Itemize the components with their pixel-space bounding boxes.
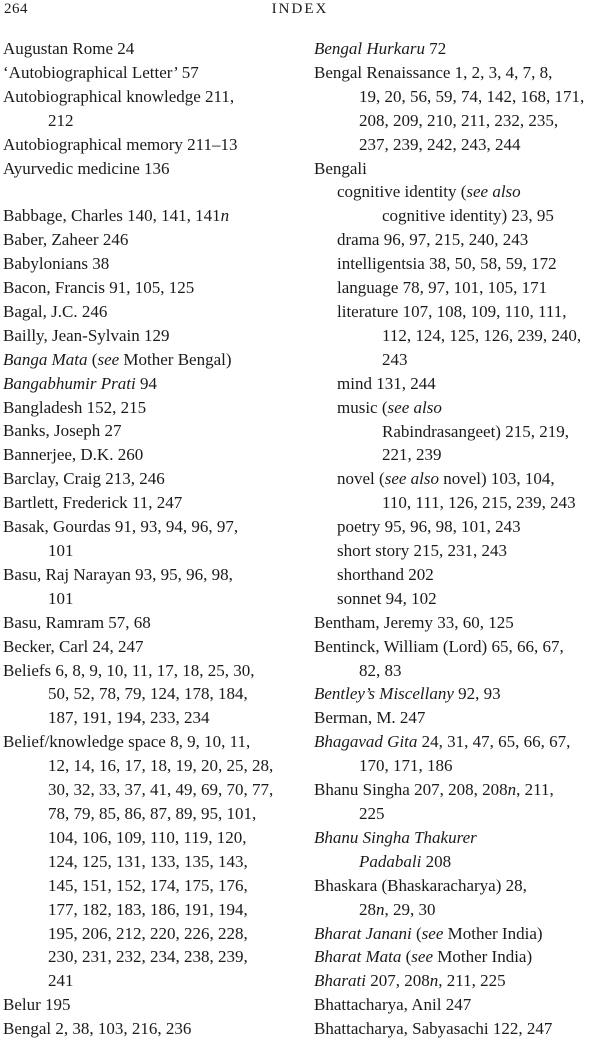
index-entry-line: 124, 125, 131, 133, 135, 143, <box>48 851 248 871</box>
index-entry-line: 110, 111, 126, 215, 239, 243 <box>382 493 576 513</box>
index-entry-line: 225 <box>359 804 385 823</box>
index-entry <box>3 563 288 611</box>
index-entry-line: 237, 239, 242, 243, 244 <box>359 134 521 154</box>
index-entry-line: intelligentsia 38, 50, 58, 59, 172 <box>337 254 557 274</box>
index-entry <box>3 396 288 420</box>
index-subentry <box>314 300 600 372</box>
index-entry-line: Bannerjee, D.K. 260 <box>3 445 144 465</box>
index-entry-line: poetry 95, 96, 98, 101, 243 <box>337 517 521 537</box>
index-entry-line: cognitive identity) 23, 95 <box>382 206 554 226</box>
index-entry-line: 12, 14, 16, 17, 18, 19, 20, 25, 28, <box>48 756 274 776</box>
index-entry-line: Bailly, Jean-Sylvain 129 <box>3 325 170 345</box>
index-entry-line: Bharat Mata (see Mother India) <box>314 947 533 967</box>
index-entry-line: Bacon, Francis 91, 105, 125 <box>3 278 195 298</box>
index-entry-line: 221, 239 <box>382 445 442 465</box>
index-entry-line: language 78, 97, 101, 105, 171 <box>337 278 548 298</box>
index-entry <box>3 276 288 300</box>
index-entry <box>314 1017 600 1041</box>
index-entry <box>3 730 288 993</box>
index-entry-line: sonnet 94, 102 <box>337 588 437 608</box>
index-entry-line: 28n, 29, 30 <box>359 899 436 919</box>
index-entry-line: Babylonians 38 <box>3 254 110 274</box>
index-entry-line: 170, 171, 186 <box>359 756 453 776</box>
index-entry-line: 187, 191, 194, 233, 234 <box>48 708 210 728</box>
index-subentry <box>314 228 600 252</box>
index-subentry <box>314 467 600 515</box>
index-subentry <box>314 396 600 468</box>
index-entry <box>3 300 288 324</box>
index-entry-line: Banks, Joseph 27 <box>3 421 122 441</box>
index-entry-line: drama 96, 97, 215, 240, 243 <box>337 230 529 250</box>
index-subentry <box>314 180 600 228</box>
index-entry-line: Baber, Zaheer 246 <box>3 230 129 250</box>
index-entry-line: music (see also <box>337 397 442 417</box>
index-entry-line: Barclay, Craig 213, 246 <box>3 469 165 489</box>
index-entry-line: novel (see also novel) 103, 104, <box>337 469 555 489</box>
index-entry-line: Rabindrasangeet) 215, 219, <box>382 421 569 441</box>
index-entry-line: 78, 79, 85, 86, 87, 89, 95, 101, <box>48 803 257 823</box>
index-entry-line: cognitive identity (see also <box>337 182 521 202</box>
index-entry-line: Basak, Gourdas 91, 93, 94, 96, 97, <box>3 517 239 537</box>
index-entry <box>3 443 288 467</box>
index-entry-line: 230, 231, 232, 234, 238, 239, <box>48 947 248 967</box>
index-entry-line: Augustan Rome 24 <box>3 39 135 58</box>
index-entry-line: 19, 20, 56, 59, 74, 142, 168, 171, <box>359 86 585 106</box>
index-entry-line: Beliefs 6, 8, 9, 10, 11, 17, 18, 25, 30, <box>3 660 255 680</box>
index-entry-line: short story 215, 231, 243 <box>337 541 507 561</box>
index-entry-line: Bentham, Jeremy 33, 60, 125 <box>314 612 514 632</box>
index-entry <box>3 204 288 228</box>
index-entry <box>3 61 288 85</box>
index-entry <box>3 348 288 372</box>
index-entry <box>3 37 288 61</box>
index-entry <box>314 993 600 1017</box>
index-entry <box>3 324 288 348</box>
index-entry-line: Autobiographical memory 211–13 <box>3 134 238 154</box>
index-entry-line: Basu, Raj Narayan 93, 95, 96, 98, <box>3 564 233 584</box>
index-entry-line: 212 <box>48 110 74 130</box>
index-entry <box>314 611 600 635</box>
index-entry-line: mind 131, 244 <box>337 373 436 393</box>
index-entry-line: Bentley’s Miscellany 92, 93 <box>314 684 501 704</box>
index-entry <box>314 945 600 969</box>
index-entry-line: 101 <box>48 588 74 608</box>
index-subentry <box>314 252 600 276</box>
index-entry-line: Belief/knowledge space 8, 9, 10, 11, <box>3 732 251 752</box>
index-entry <box>3 252 288 276</box>
index-entry <box>314 826 600 874</box>
index-subentry <box>314 515 600 539</box>
index-entry-line: Bhattacharya, Anil 247 <box>314 995 472 1015</box>
index-entry-line: ‘Autobiographical Letter’ 57 <box>3 62 199 82</box>
index-entry-line: literature 107, 108, 109, 110, 111, <box>337 301 567 321</box>
index-column-left <box>3 37 288 1041</box>
index-entry <box>3 85 288 133</box>
index-entry-line: Bhanu Singha 207, 208, 208n, 211, <box>314 780 554 800</box>
index-entry <box>3 659 288 731</box>
index-subentry <box>314 372 600 396</box>
index-entry-line: Bengali <box>314 158 367 178</box>
index-entry-line: Bengal Renaissance 1, 2, 3, 4, 7, 8, <box>314 62 553 82</box>
index-entry <box>3 133 288 157</box>
index-entry-line: Bengal 2, 38, 103, 216, 236 <box>3 1019 192 1039</box>
index-entry <box>314 37 600 61</box>
index-entry-line: 208, 209, 210, 211, 232, 235, <box>359 110 559 130</box>
index-entry-line: 241 <box>48 971 74 991</box>
index-entry-line: 112, 124, 125, 126, 239, 240, <box>382 325 582 345</box>
index-entry-line: 177, 182, 183, 186, 191, 194, <box>48 899 248 919</box>
index-entry-line: 50, 52, 78, 79, 124, 178, 184, <box>48 684 248 704</box>
index-entry-line: Bharati 207, 208n, 211, 225 <box>314 971 506 991</box>
index-entry-line: Belur 195 <box>3 995 71 1015</box>
index-entry-line: Bangabhumir Prati 94 <box>3 373 157 393</box>
index-entry <box>314 778 600 826</box>
index-entry-line: Padabali 208 <box>359 851 452 871</box>
index-entry-line: 145, 151, 152, 174, 175, 176, <box>48 875 248 895</box>
index-entry-line: Bhanu Singha Thakurer <box>314 827 477 847</box>
index-entry-line: 195, 206, 212, 220, 226, 228, <box>48 923 248 943</box>
page-header-title: INDEX <box>271 1 329 17</box>
index-entry-line: Bangladesh 152, 215 <box>3 397 147 417</box>
index-entry-line: 243 <box>382 349 408 369</box>
section-gap <box>3 180 288 204</box>
index-entry <box>3 515 288 563</box>
index-entry-line: Bharat Janani (see Mother India) <box>314 923 543 943</box>
page-number: 264 <box>4 1 28 17</box>
index-entry <box>3 228 288 252</box>
index-entry <box>3 993 288 1017</box>
index-entry <box>314 682 600 706</box>
index-subentry <box>314 539 600 563</box>
index-entry-line: Bentinck, William (Lord) 65, 66, 67, <box>314 636 564 656</box>
index-subentry <box>314 276 600 300</box>
index-entry <box>314 61 600 157</box>
index-entry-line: Basu, Ramram 57, 68 <box>3 612 151 632</box>
index-entry-line: Bartlett, Frederick 11, 247 <box>3 493 183 513</box>
index-entry <box>3 611 288 635</box>
index-entry <box>3 1017 288 1041</box>
index-entry-line: shorthand 202 <box>337 564 434 584</box>
index-entry-line: Bhaskara (Bhaskaracharya) 28, <box>314 875 527 895</box>
index-entry <box>3 157 288 181</box>
index-column-right <box>314 37 600 1041</box>
index-entry-line: Ayurvedic medicine 136 <box>3 158 170 178</box>
index-entry-line: Becker, Carl 24, 247 <box>3 636 144 656</box>
index-entry <box>3 419 288 443</box>
index-entry <box>3 372 288 396</box>
index-entry-line: Bhagavad Gita 24, 31, 47, 65, 66, 67, <box>314 732 571 752</box>
index-entry <box>314 969 600 993</box>
index-entry-line: 104, 106, 109, 110, 119, 120, <box>48 827 247 847</box>
index-entry-line: 101 <box>48 541 74 561</box>
index-entry-line: Bhattacharya, Sabyasachi 122, 247 <box>314 1019 553 1039</box>
index-entry-line: Banga Mata (see Mother Bengal) <box>3 349 232 369</box>
index-entry-line: 82, 83 <box>359 660 402 680</box>
index-entry-line: Bengal Hurkaru 72 <box>314 39 447 58</box>
index-entry <box>3 467 288 491</box>
index-entry <box>3 491 288 515</box>
index-entry-line: Bagal, J.C. 246 <box>3 301 108 321</box>
index-entry <box>314 730 600 778</box>
index-entry <box>314 922 600 946</box>
index-subentry <box>314 587 600 611</box>
index-entry <box>3 635 288 659</box>
index-entry <box>314 157 600 181</box>
index-entry-line: Berman, M. 247 <box>314 708 426 728</box>
index-subentry <box>314 563 600 587</box>
index-entry-line: Autobiographical knowledge 211, <box>3 86 235 106</box>
index-entry <box>314 874 600 922</box>
index-entry <box>314 635 600 683</box>
index-entry-line: Babbage, Charles 140, 141, 141n <box>3 206 230 226</box>
index-entry <box>314 706 600 730</box>
index-entry-line: 30, 32, 33, 37, 41, 49, 69, 70, 77, <box>48 780 274 800</box>
